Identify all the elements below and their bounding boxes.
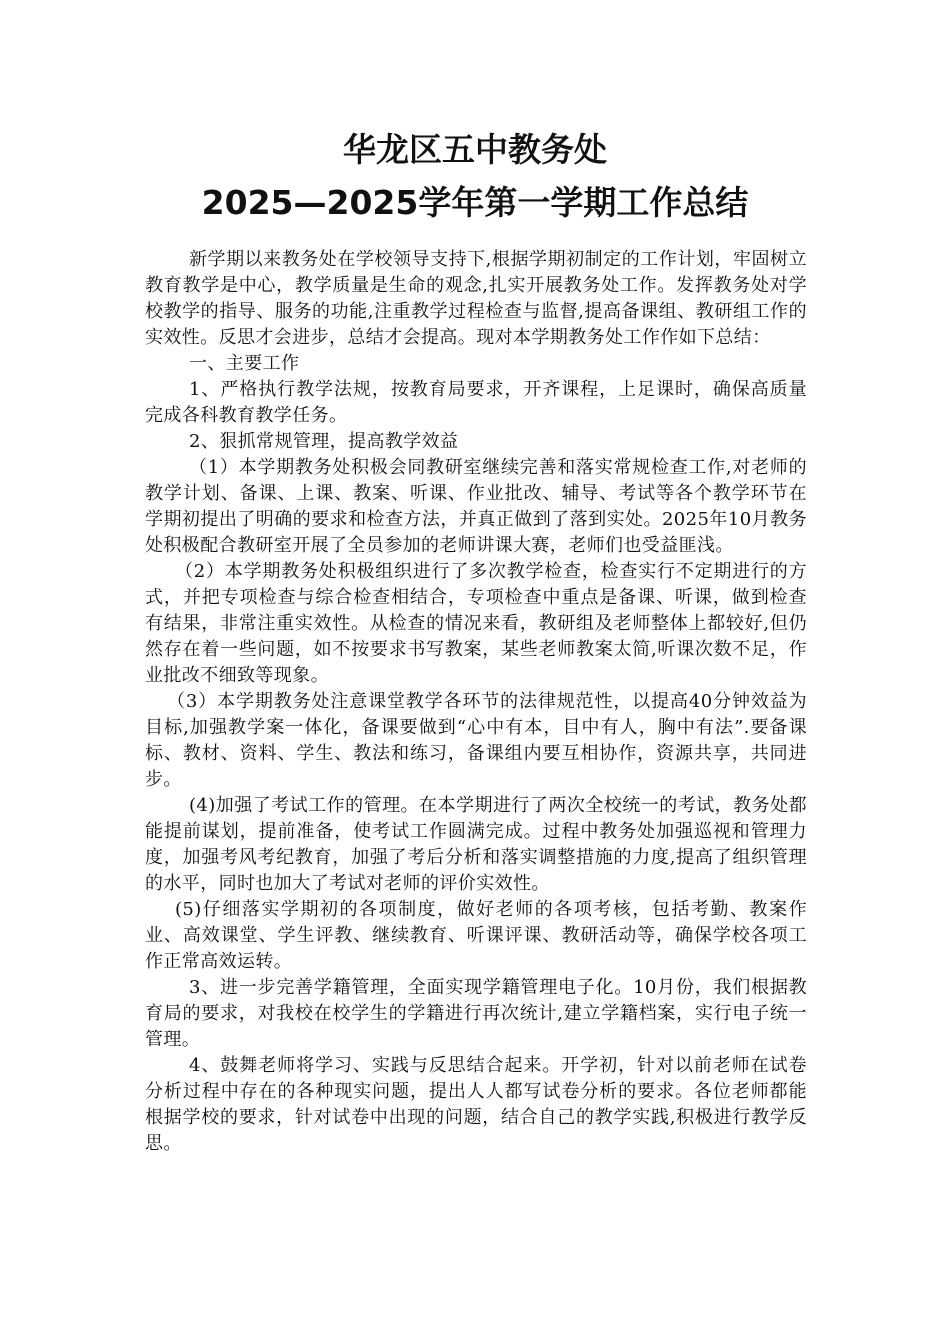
document-title-line2: 2025—2025学年第一学期工作总结 [201, 183, 749, 222]
heading-main-work: 一、主要工作 [189, 353, 300, 374]
paragraph-item-4: 4、鼓舞老师将学习、实践与反思结合起来。开学初，针对以前老师在试卷分析过程中存在的各种现实问题，提出人人都写试卷分析的要求。各位老师都能根据学校的要求，针对试卷中出现的问题，结合自己的教学实践,积极进行教学反思。 [145, 1055, 807, 1154]
paragraph-item-2: 2、狠抓常规管理，提高教学效益 [189, 431, 459, 452]
paragraph-item-3: 3、进一步完善学籍管理，全面实现学籍管理电子化。10月份，我们根据教育局的要求，对我校在校学生的学籍进行再次统计,建立学籍档案，实行电子统一管理。 [145, 977, 807, 1050]
document-title-line1: 华龙区五中教务处 [343, 130, 607, 169]
paragraph-subitem-3: （3）本学期教务处注意课堂教学各环节的法律规范性，以提高40分钟效益为目标,加强教学案一体化，备课要做到“心中有本，目中有人，胸中有法”.要备课标、教材、资料、学生、教法和练习，备课组内要互相协作，资源共享，共同进步。 [145, 691, 807, 790]
paragraph-subitem-5: (5)仔细落实学期初的各项制度，做好老师的各项考核，包括考勤、教案作业、高效课堂、学生评教、继续教育、听课评课、教研活动等，确保学校各项工作正常高效运转。 [145, 899, 807, 972]
paragraph-subitem-4: (4)加强了考试工作的管理。在本学期进行了两次全校统一的考试，教务处都能提前谋划，提前准备，使考试工作圆满完成。过程中教务处加强巡视和管理力度，加强考风考纪教育，加强了考后分析和落实调整措施的力度,提高了组织管理的水平，同时也加大了考试对老师的评价实效性。 [145, 795, 807, 894]
paragraph-intro: 新学期以来教务处在学校领导支持下,根据学期初制定的工作计划，牢固树立教育教学是中心，教学质量是生命的观念,扎实开展教务处工作。发挥教务处对学校教学的指导、服务的功能,注重教学过程检查与监督,提高备课组、教研组工作的实效性。反思才会进步，总结才会提高。现对本学期教务处工作作如下总结： [145, 249, 807, 348]
paragraph-item-1: 1、严格执行教学法规，按教育局要求，开齐课程，上足课时，确保高质量完成各科教育教学任务。 [145, 379, 807, 426]
paragraph-subitem-1: （1）本学期教务处积极会同教研室继续完善和落实常规检查工作,对老师的教学计划、备课、上课、教案、听课、作业批改、辅导、考试等各个教学环节在学期初提出了明确的要求和检查方法，并真正做到了落到实处。2025年10月教务处积极配合教研室开展了全员参加的老师讲课大赛，老师们也受益匪浅。 [145, 457, 807, 556]
document-body [145, 247, 807, 1157]
paragraph-subitem-2: （2）本学期教务处积极组织进行了多次教学检查，检查实行不定期进行的方式，并把专项检查与综合检查相结合，专项检查中重点是备课、听课，做到检查有结果，非常注重实效性。从检查的情况来看，教研组及老师整体上都较好,但仍然存在着一些问题，如不按要求书写教案，某些老师教案太简,听课次数不足，作业批改不细致等现象。 [145, 561, 807, 686]
